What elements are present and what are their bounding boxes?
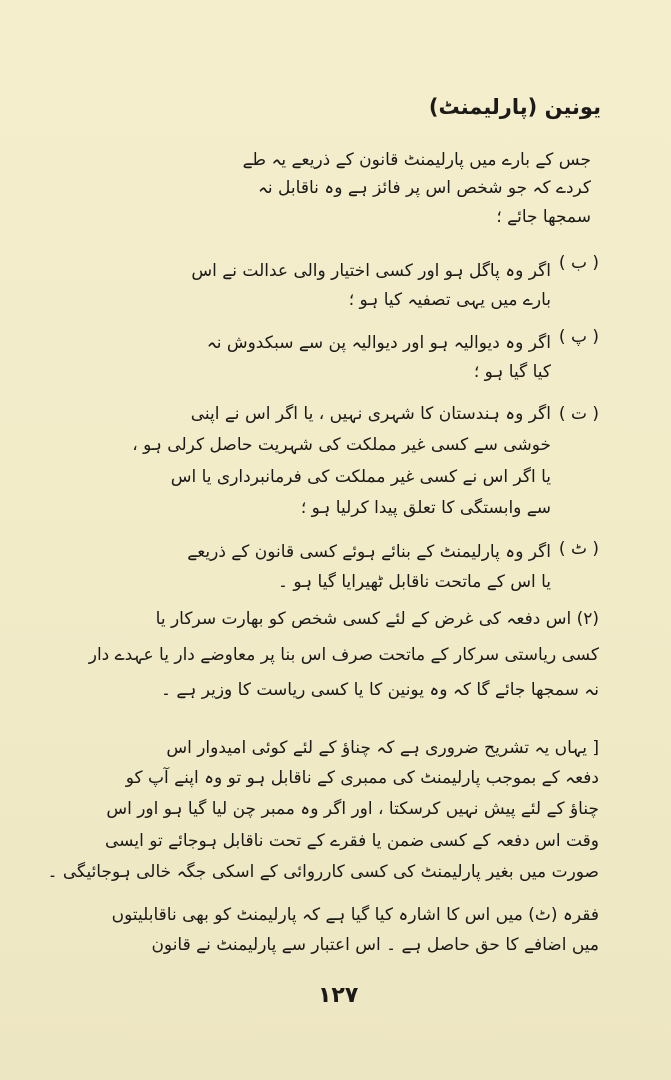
page-number: ۱۲۷ — [318, 983, 359, 1008]
clause-tt-marker: ( ٹ ) — [558, 539, 599, 559]
clause-p-marker: ( پ ) — [558, 327, 599, 347]
section-2-line: (۲) اس دفعہ کی غرض کے لئے کسی شخص کو بھارت سرکار یا — [155, 609, 599, 629]
clause-t-line: یا اگر اس نے کسی غیر مملکت کی فرمانبرداری یا اس — [170, 467, 551, 487]
clause-b-line: بارے میں یہی تصفیہ کیا ہو ؛ — [348, 290, 551, 310]
intro-line: کردے کہ جو شخص اس پر فائز ہے وہ ناقابل نہ — [257, 178, 591, 198]
clause-tt-line: یا اس کے ماتحت ناقابل ٹھیرایا گیا ہو ۔ — [278, 572, 551, 592]
clause-t-marker: ( ت ) — [558, 404, 599, 424]
section-2-line: کسی ریاستی سرکار کے ماتحت صرف اس بنا پر معاوضے دار یا عہدے دار — [88, 645, 599, 665]
explanation-line: فقرہ (ٹ) میں اس کا اشارہ کیا گیا ہے کہ پارلیمنٹ کو بھی ناقابلیتوں — [111, 905, 599, 925]
explanation-line: دفعہ کے بموجب پارلیمنٹ کی ممبری کے ناقابل ہو تو وہ اپنے آپ کو — [125, 768, 599, 788]
explanation-line: میں اضافے کا حق حاصل ہے ۔ اس اعتبار سے پارلیمنٹ نے قانون — [151, 935, 599, 955]
clause-b-line: اگر وہ پاگل ہو اور کسی اختیار والی عدالت نے اس — [191, 261, 551, 281]
clause-p-line: کیا گیا ہو ؛ — [473, 362, 551, 382]
clause-b-marker: ( ب ) — [558, 253, 599, 273]
clause-t-line: اگر وہ ہندستان کا شہری نہیں ، یا اگر اس نے اپنی — [190, 404, 551, 424]
explanation-line: صورت میں بغیر پارلیمنٹ کی کسی کارروائی کے اسکی جگہ خالی ہوجائیگی ۔ — [47, 862, 599, 882]
explanation-line: وقت اس دفعہ کے کسی ضمن یا فقرے کے تحت ناقابل ہوجائے تو ایسی — [105, 831, 599, 851]
page-header: یونین (پارلیمنٹ) — [428, 95, 601, 119]
intro-line: جس کے بارے میں پارلیمنٹ قانون کے ذریعے یہ طے — [242, 150, 591, 170]
clause-tt-line: اگر وہ پارلیمنٹ کے بنائے ہوئے کسی قانون کے ذریعے — [187, 542, 551, 562]
intro-line: سمجھا جائے ؛ — [496, 207, 591, 227]
explanation-line: چناؤ کے لئے پیش نہیں کرسکتا ، اور اگر وہ ممبر چن لیا گیا ہو اور اس — [106, 799, 599, 819]
section-2-line: نہ سمجھا جائے گا کہ وہ یونین کا یا کسی ریاست کا وزیر ہے ۔ — [161, 680, 599, 700]
explanation-line: [ یہاں یہ تشریح ضروری ہے کہ چناؤ کے لئے کوئی امیدوار اس — [166, 738, 599, 758]
clause-t-line: خوشی سے کسی غیر مملکت کی شہریت حاصل کرلی ہو ، — [132, 435, 551, 455]
clause-p-line: اگر وہ دیوالیہ ہو اور دیوالیہ پن سے سبکدوش نہ — [206, 333, 551, 353]
clause-t-line: سے وابستگی کا تعلق پیدا کرلیا ہو ؛ — [300, 498, 551, 518]
